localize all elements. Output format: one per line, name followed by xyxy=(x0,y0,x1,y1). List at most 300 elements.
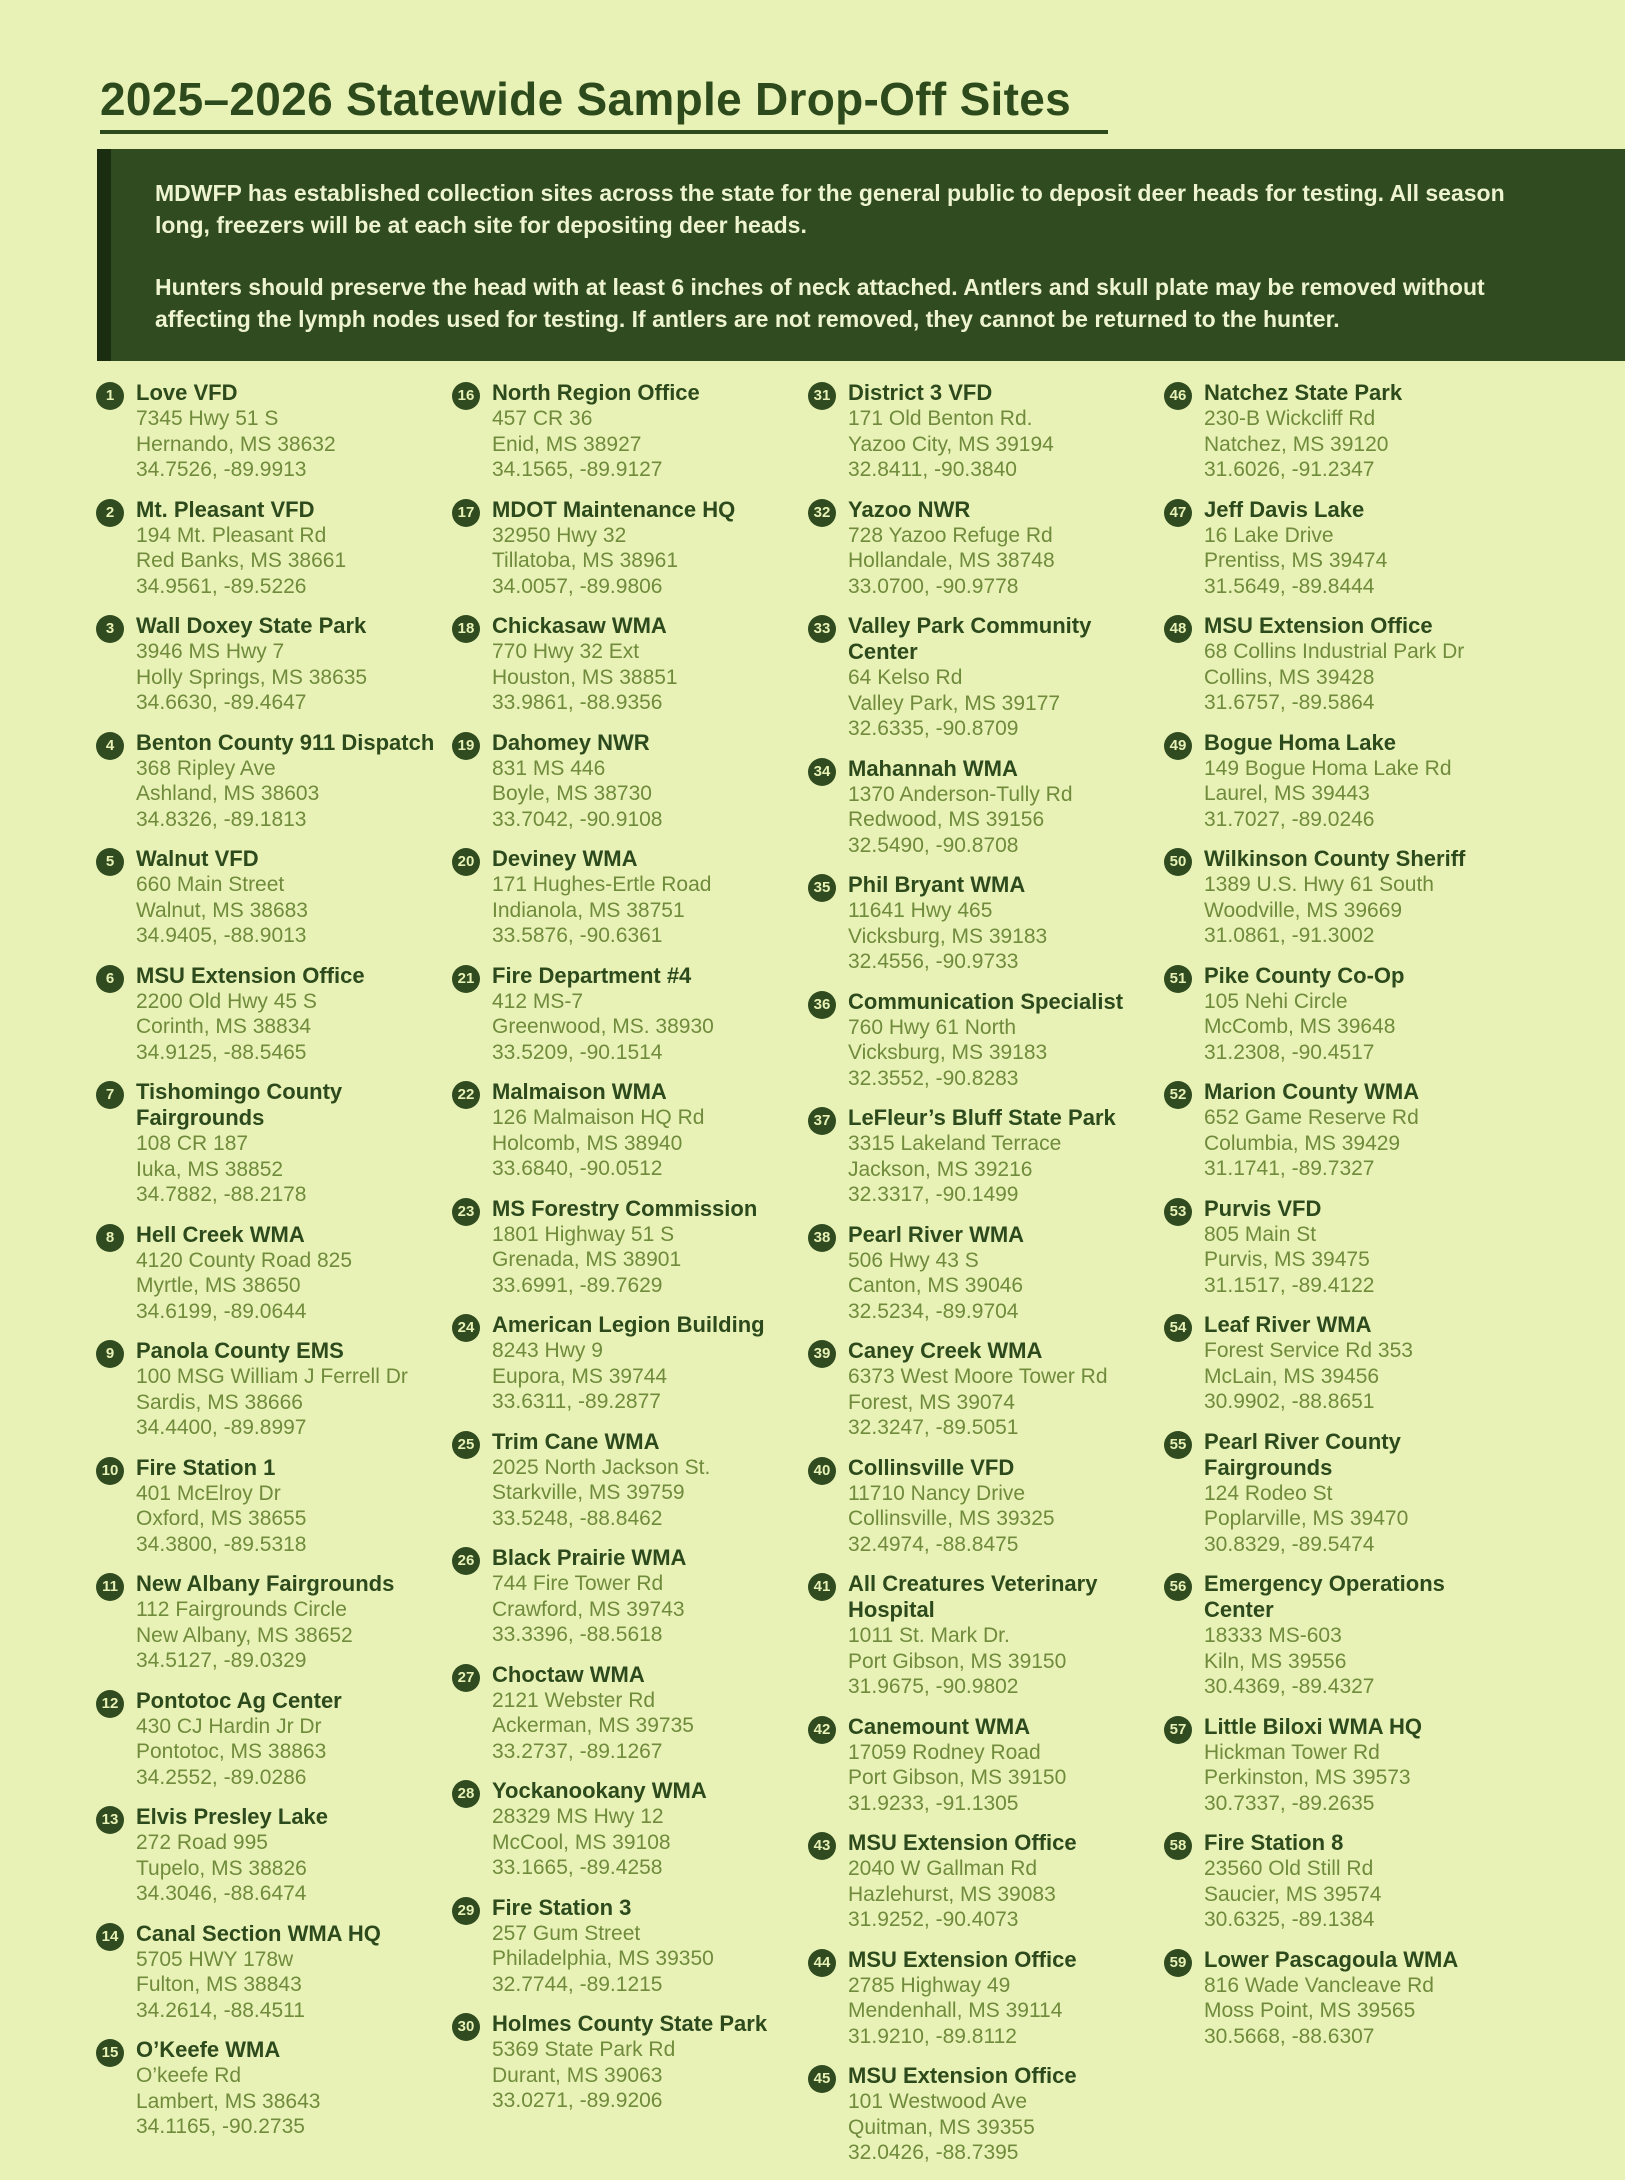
site-coordinates: 31.7027, -89.0246 xyxy=(1204,807,1375,831)
site-coordinates: 33.7042, -90.9108 xyxy=(492,807,663,831)
site-entry xyxy=(452,1312,792,1415)
site-city-state-zip: Canton, MS 39046 xyxy=(848,1274,1024,1297)
site-number-badge: 40 xyxy=(808,1457,836,1485)
site-entry xyxy=(96,1079,436,1208)
site-street-address: 23560 Old Still Rd xyxy=(1204,1857,1374,1880)
site-number-badge: 22 xyxy=(452,1081,480,1109)
site-number-badge: 53 xyxy=(1164,1198,1192,1226)
site-coordinates: 34.1565, -89.9127 xyxy=(492,458,663,481)
site-coordinates: 34.4400, -89.8997 xyxy=(136,1416,307,1439)
site-number-badge: 18 xyxy=(452,615,480,643)
site-number-badge: 2 xyxy=(96,499,124,527)
site-street-address: 2785 Highway 49 xyxy=(848,1973,1011,1997)
site-city-state-zip: Fulton, MS 38843 xyxy=(136,1973,302,1996)
site-city-state-zip: Collinsville, MS 39325 xyxy=(848,1507,1055,1530)
site-coordinates: 33.2737, -89.1267 xyxy=(492,1739,663,1763)
site-entry xyxy=(1164,1571,1504,1700)
site-entry xyxy=(452,2011,792,2114)
site-coordinates: 33.5876, -90.6361 xyxy=(492,924,663,947)
site-number-badge: 32 xyxy=(808,499,836,527)
site-entry xyxy=(808,872,1148,975)
site-street-address: Hickman Tower Rd xyxy=(1204,1740,1380,1764)
site-street-address: 660 Main Street xyxy=(136,873,285,896)
intro-paragraph-2: Hunters should preserve the head with at least 6 inches of neck attached. Antlers and skull plate may be removed without affecting the lymph nodes used for testing. If antlers are not removed, they cannot be returned to the hunter. xyxy=(155,274,1485,332)
site-number-badge: 6 xyxy=(96,965,124,993)
site-number-badge: 27 xyxy=(452,1664,480,1692)
site-street-address: 105 Nehi Circle xyxy=(1204,989,1348,1013)
site-entry xyxy=(96,2037,436,2140)
site-entry xyxy=(96,380,436,483)
site-street-address: 3315 Lakeland Terrace xyxy=(848,1132,1062,1155)
site-street-address: 5369 State Park Rd xyxy=(492,2038,676,2061)
site-entry xyxy=(96,1571,436,1674)
site-coordinates: 34.3046, -88.6474 xyxy=(136,1882,307,1905)
site-name: Phil Bryant WMA xyxy=(848,872,1026,897)
site-coordinates: 33.6991, -89.7629 xyxy=(492,1273,663,1297)
site-entry xyxy=(96,1222,436,1325)
site-street-address: 2200 Old Hwy 45 S xyxy=(136,989,317,1013)
site-coordinates: 30.8329, -89.5474 xyxy=(1204,1532,1375,1556)
site-entry xyxy=(808,1105,1148,1208)
site-name: O’Keefe WMA xyxy=(136,2037,281,2062)
site-number-badge: 15 xyxy=(96,2039,124,2067)
site-column-1 xyxy=(96,380,436,2154)
site-name: Yazoo NWR xyxy=(848,496,971,522)
site-street-address: 171 Hughes-Ertle Road xyxy=(492,873,712,896)
site-city-state-zip: Enid, MS 38927 xyxy=(492,432,642,456)
site-street-address: 257 Gum Street xyxy=(492,1921,641,1945)
site-name: Mt. Pleasant VFD xyxy=(136,496,315,522)
site-number-badge: 43 xyxy=(808,1832,836,1860)
title-underline xyxy=(100,130,1108,134)
site-street-address: 68 Collins Industrial Park Dr xyxy=(1204,640,1465,663)
site-city-state-zip: Forest, MS 39074 xyxy=(848,1390,1015,1414)
site-city-state-zip: Hazlehurst, MS 39083 xyxy=(848,1882,1056,1906)
site-city-state-zip: Crawford, MS 39743 xyxy=(492,1597,685,1621)
site-entry xyxy=(1164,1714,1504,1817)
site-street-address: 11710 Nancy Drive xyxy=(848,1481,1026,1505)
site-street-address: 3946 MS Hwy 7 xyxy=(136,640,285,663)
site-entry xyxy=(452,1778,792,1881)
site-street-address: 805 Main St xyxy=(1204,1222,1317,1246)
site-coordinates: 33.5248, -88.8462 xyxy=(492,1506,663,1530)
site-name: MSU Extension Office xyxy=(1204,613,1433,638)
site-coordinates: 34.7526, -89.9913 xyxy=(136,458,307,481)
site-name: Pearl River WMA xyxy=(848,1221,1025,1247)
site-name: Collinsville VFD xyxy=(848,1454,1015,1480)
site-coordinates: 32.0426, -88.7395 xyxy=(848,2141,1019,2164)
site-number-badge: 4 xyxy=(96,732,124,760)
site-number-badge: 30 xyxy=(452,2013,480,2041)
site-coordinates: 30.5668, -88.6307 xyxy=(1204,2024,1375,2048)
site-name: Choctaw WMA xyxy=(492,1661,645,1687)
site-name: Deviney WMA xyxy=(492,846,638,871)
site-name: Tishomingo County Fairgrounds xyxy=(136,1079,343,1130)
site-coordinates: 34.9125, -88.5465 xyxy=(136,1040,307,1064)
site-number-badge: 47 xyxy=(1164,499,1192,527)
site-street-address: 770 Hwy 32 Ext xyxy=(492,640,640,663)
site-street-address: 760 Hwy 61 North xyxy=(848,1015,1017,1039)
site-street-address: 6373 West Moore Tower Rd xyxy=(848,1365,1108,1388)
site-number-badge: 35 xyxy=(808,874,836,902)
site-street-address: 194 Mt. Pleasant Rd xyxy=(136,523,327,547)
site-entry xyxy=(808,613,1148,742)
site-number-badge: 58 xyxy=(1164,1832,1192,1860)
site-city-state-zip: Columbia, MS 39429 xyxy=(1204,1131,1401,1155)
site-city-state-zip: Holly Springs, MS 38635 xyxy=(136,665,368,689)
site-city-state-zip: McComb, MS 39648 xyxy=(1204,1015,1396,1038)
site-name: Benton County 911 Dispatch xyxy=(136,729,435,755)
site-column-4 xyxy=(1164,380,1504,2063)
site-coordinates: 31.6757, -89.5864 xyxy=(1204,691,1375,714)
intro-paragraph-1: MDWFP has established collection sites across the state for the general public to deposit deer heads for testing. All season long, freezers will be at each site for depositing deer heads. xyxy=(155,180,1505,238)
site-number-badge: 20 xyxy=(452,848,480,876)
site-city-state-zip: Iuka, MS 38852 xyxy=(136,1157,284,1181)
site-entry xyxy=(808,1455,1148,1558)
site-city-state-zip: Prentiss, MS 39474 xyxy=(1204,549,1388,572)
site-coordinates: 33.0700, -90.9778 xyxy=(848,574,1019,598)
site-street-address: 1389 U.S. Hwy 61 South xyxy=(1204,873,1434,896)
site-number-badge: 23 xyxy=(452,1198,480,1226)
site-name: Jeff Davis Lake xyxy=(1204,496,1365,522)
site-entry xyxy=(808,380,1148,483)
site-name: Panola County EMS xyxy=(136,1338,344,1363)
site-coordinates: 31.9252, -90.4073 xyxy=(848,1908,1019,1931)
site-number-badge: 29 xyxy=(452,1897,480,1925)
site-number-badge: 36 xyxy=(808,991,836,1019)
site-number-badge: 25 xyxy=(452,1431,480,1459)
site-coordinates: 34.3800, -89.5318 xyxy=(136,1532,307,1556)
site-coordinates: 33.3396, -88.5618 xyxy=(492,1623,663,1646)
site-street-address: 272 Road 995 xyxy=(136,1831,268,1854)
site-name: Yockanookany WMA xyxy=(492,1778,707,1803)
site-street-address: 2121 Webster Rd xyxy=(492,1688,656,1712)
site-city-state-zip: Mendenhall, MS 39114 xyxy=(848,1999,1063,2022)
site-street-address: 1801 Highway 51 S xyxy=(492,1222,675,1246)
site-entry xyxy=(96,1338,436,1441)
site-name: MSU Extension Office xyxy=(848,2063,1077,2088)
site-city-state-zip: Myrtle, MS 38650 xyxy=(136,1274,301,1297)
site-entry xyxy=(96,963,436,1066)
site-coordinates: 34.8326, -89.1813 xyxy=(136,807,307,831)
site-city-state-zip: Red Banks, MS 38661 xyxy=(136,549,347,572)
site-number-badge: 11 xyxy=(96,1573,124,1601)
site-name: Wilkinson County Sheriff xyxy=(1204,846,1466,871)
site-number-badge: 55 xyxy=(1164,1431,1192,1459)
site-street-address: 4120 County Road 825 xyxy=(136,1248,352,1272)
site-street-address: 457 CR 36 xyxy=(492,407,593,430)
site-street-address: 652 Game Reserve Rd xyxy=(1204,1106,1419,1129)
site-coordinates: 32.5490, -90.8708 xyxy=(848,833,1019,857)
site-name: Fire Station 1 xyxy=(136,1454,276,1480)
site-city-state-zip: Houston, MS 38851 xyxy=(492,665,678,689)
site-street-address: O’keefe Rd xyxy=(136,2064,242,2087)
site-city-state-zip: Greenwood, MS. 38930 xyxy=(492,1015,714,1038)
site-entry xyxy=(808,1947,1148,2050)
site-number-badge: 39 xyxy=(808,1340,836,1368)
site-entry xyxy=(808,1714,1148,1817)
site-street-address: 32950 Hwy 32 xyxy=(492,523,627,547)
site-city-state-zip: Hernando, MS 38632 xyxy=(136,432,336,456)
site-entry xyxy=(1164,1429,1504,1558)
site-entry xyxy=(808,497,1148,600)
site-coordinates: 32.4556, -90.9733 xyxy=(848,950,1019,973)
site-city-state-zip: Ashland, MS 38603 xyxy=(136,782,320,805)
site-coordinates: 31.1517, -89.4122 xyxy=(1204,1273,1375,1297)
site-street-address: 100 MSG William J Ferrell Dr xyxy=(136,1365,408,1388)
site-street-address: 412 MS-7 xyxy=(492,989,584,1013)
site-street-address: 11641 Hwy 465 xyxy=(848,899,993,922)
site-street-address: 28329 MS Hwy 12 xyxy=(492,1805,664,1828)
site-city-state-zip: Woodville, MS 39669 xyxy=(1204,898,1403,922)
site-coordinates: 32.4974, -88.8475 xyxy=(848,1532,1019,1556)
site-name: Dahomey NWR xyxy=(492,729,650,755)
site-city-state-zip: Yazoo City, MS 39194 xyxy=(848,432,1054,456)
site-column-2 xyxy=(452,380,792,2128)
site-coordinates: 32.7744, -89.1215 xyxy=(492,1972,663,1996)
site-coordinates: 33.6311, -89.2877 xyxy=(492,1390,661,1413)
site-entry xyxy=(452,963,792,1066)
site-entry xyxy=(808,1338,1148,1441)
site-entry xyxy=(96,1688,436,1791)
site-number-badge: 14 xyxy=(96,1923,124,1951)
site-coordinates: 34.0057, -89.9806 xyxy=(492,574,663,598)
site-city-state-zip: Pontotoc, MS 38863 xyxy=(136,1740,327,1763)
site-name: LeFleur’s Bluff State Park xyxy=(848,1105,1116,1130)
site-name: Little Biloxi WMA HQ xyxy=(1204,1713,1422,1739)
site-coordinates: 31.6026, -91.2347 xyxy=(1204,458,1375,481)
site-number-badge: 45 xyxy=(808,2065,836,2093)
site-coordinates: 33.9861, -88.9356 xyxy=(492,691,663,714)
site-city-state-zip: Laurel, MS 39443 xyxy=(1204,782,1370,805)
site-number-badge: 16 xyxy=(452,382,480,410)
site-number-badge: 12 xyxy=(96,1690,124,1718)
site-name: MS Forestry Commission xyxy=(492,1195,758,1221)
site-city-state-zip: New Albany, MS 38652 xyxy=(136,1623,353,1647)
site-number-badge: 49 xyxy=(1164,732,1192,760)
site-city-state-zip: Sardis, MS 38666 xyxy=(136,1390,303,1414)
site-coordinates: 32.3247, -89.5051 xyxy=(848,1416,1019,1439)
site-name: Caney Creek WMA xyxy=(848,1338,1043,1363)
page-title: 2025–2026 Statewide Sample Drop-Off Sites xyxy=(100,73,1072,125)
site-name: Natchez State Park xyxy=(1204,380,1403,405)
site-city-state-zip: Philadelphia, MS 39350 xyxy=(492,1947,714,1970)
site-name: Bogue Homa Lake xyxy=(1204,729,1396,755)
site-city-state-zip: Jackson, MS 39216 xyxy=(848,1157,1033,1181)
site-name: Valley Park Community Center xyxy=(848,613,1092,664)
site-coordinates: 31.9675, -90.9802 xyxy=(848,1675,1019,1698)
site-name: Marion County WMA xyxy=(1204,1079,1420,1104)
site-number-badge: 37 xyxy=(808,1107,836,1135)
site-name: Mahannah WMA xyxy=(848,755,1018,781)
site-street-address: Forest Service Rd 353 xyxy=(1204,1339,1413,1362)
site-name: North Region Office xyxy=(492,380,700,405)
site-entry xyxy=(96,497,436,600)
site-number-badge: 1 xyxy=(96,382,124,410)
site-entry xyxy=(452,497,792,600)
site-street-address: 230-B Wickcliff Rd xyxy=(1204,407,1376,430)
site-city-state-zip: McCool, MS 39108 xyxy=(492,1830,671,1854)
site-entry xyxy=(1164,380,1504,483)
site-street-address: 368 Ripley Ave xyxy=(136,756,276,780)
site-coordinates: 34.1165, -90.2735 xyxy=(136,2115,305,2138)
site-city-state-zip: Lambert, MS 38643 xyxy=(136,2089,321,2113)
site-street-address: 64 Kelso Rd xyxy=(848,666,963,689)
site-number-badge: 7 xyxy=(96,1081,124,1109)
site-number-badge: 33 xyxy=(808,615,836,643)
site-city-state-zip: Collins, MS 39428 xyxy=(1204,665,1375,689)
site-number-badge: 24 xyxy=(452,1314,480,1342)
site-coordinates: 34.9405, -88.9013 xyxy=(136,924,307,947)
site-street-address: 17059 Rodney Road xyxy=(848,1740,1041,1764)
site-entry xyxy=(1164,1079,1504,1182)
site-city-state-zip: Vicksburg, MS 39183 xyxy=(848,924,1048,948)
site-street-address: 126 Malmaison HQ Rd xyxy=(492,1106,705,1129)
site-number-badge: 44 xyxy=(808,1949,836,1977)
drop-off-site-list xyxy=(0,380,1625,2164)
site-number-badge: 52 xyxy=(1164,1081,1192,1109)
site-street-address: 430 CJ Hardin Jr Dr xyxy=(136,1714,322,1738)
site-street-address: 108 CR 187 xyxy=(136,1132,249,1155)
site-name: Communication Specialist xyxy=(848,988,1124,1014)
site-city-state-zip: Vicksburg, MS 39183 xyxy=(848,1041,1048,1064)
site-name: Canemount WMA xyxy=(848,1713,1031,1739)
site-coordinates: 32.3552, -90.8283 xyxy=(848,1066,1019,1090)
site-coordinates: 33.5209, -90.1514 xyxy=(492,1040,663,1064)
site-column-3 xyxy=(808,380,1148,2180)
site-number-badge: 48 xyxy=(1164,615,1192,643)
site-number-badge: 19 xyxy=(452,732,480,760)
site-name: Emergency Operations Center xyxy=(1204,1571,1445,1622)
site-entry xyxy=(452,1662,792,1765)
site-coordinates: 33.6840, -90.0512 xyxy=(492,1157,663,1180)
intro-banner xyxy=(97,149,1625,361)
site-entry xyxy=(1164,1196,1504,1299)
site-entry xyxy=(808,756,1148,859)
site-street-address: 101 Westwood Ave xyxy=(848,2090,1028,2113)
site-city-state-zip: Holcomb, MS 38940 xyxy=(492,1131,683,1155)
site-number-badge: 34 xyxy=(808,758,836,786)
site-coordinates: 34.2614, -88.4511 xyxy=(136,1998,305,2022)
site-street-address: 112 Fairgrounds Circle xyxy=(136,1598,347,1621)
site-city-state-zip: Oxford, MS 38655 xyxy=(136,1507,307,1530)
site-entry xyxy=(96,1455,436,1558)
site-city-state-zip: Purvis, MS 39475 xyxy=(1204,1248,1370,1271)
site-city-state-zip: Moss Point, MS 39565 xyxy=(1204,1999,1416,2022)
site-name: Elvis Presley Lake xyxy=(136,1804,329,1829)
site-number-badge: 28 xyxy=(452,1780,480,1808)
site-name: Chickasaw WMA xyxy=(492,613,667,638)
site-number-badge: 54 xyxy=(1164,1314,1192,1342)
site-name: All Creatures Veterinary Hospital xyxy=(848,1571,1098,1622)
site-city-state-zip: Walnut, MS 38683 xyxy=(136,898,308,922)
site-city-state-zip: Saucier, MS 39574 xyxy=(1204,1882,1382,1906)
site-name: Fire Station 3 xyxy=(492,1894,632,1920)
site-coordinates: 32.3317, -90.1499 xyxy=(848,1183,1019,1206)
site-city-state-zip: Kiln, MS 39556 xyxy=(1204,1649,1347,1673)
site-city-state-zip: Tupelo, MS 38826 xyxy=(136,1856,307,1880)
site-name: MSU Extension Office xyxy=(848,1830,1077,1855)
site-city-state-zip: Indianola, MS 38751 xyxy=(492,898,685,922)
site-entry xyxy=(452,1196,792,1299)
site-city-state-zip: McLain, MS 39456 xyxy=(1204,1364,1380,1388)
site-number-badge: 8 xyxy=(96,1224,124,1252)
site-number-badge: 17 xyxy=(452,499,480,527)
site-coordinates: 34.9561, -89.5226 xyxy=(136,574,307,598)
site-name: Black Prairie WMA xyxy=(492,1545,687,1570)
site-name: Lower Pascagoula WMA xyxy=(1204,1946,1459,1972)
site-number-badge: 41 xyxy=(808,1573,836,1601)
site-name: Trim Cane WMA xyxy=(492,1428,660,1454)
site-street-address: 5705 HWY 178w xyxy=(136,1947,294,1971)
site-coordinates: 31.2308, -90.4517 xyxy=(1204,1040,1375,1064)
site-street-address: 831 MS 446 xyxy=(492,756,606,780)
site-city-state-zip: Grenada, MS 38901 xyxy=(492,1248,682,1271)
site-name: Love VFD xyxy=(136,380,238,405)
site-coordinates: 34.5127, -89.0329 xyxy=(136,1649,307,1672)
site-name: Wall Doxey State Park xyxy=(136,613,367,638)
site-name: District 3 VFD xyxy=(848,380,993,405)
site-coordinates: 31.5649, -89.8444 xyxy=(1204,574,1375,598)
site-street-address: 7345 Hwy 51 S xyxy=(136,407,279,430)
site-entry xyxy=(452,846,792,949)
site-coordinates: 31.9210, -89.8112 xyxy=(848,2024,1017,2048)
site-entry xyxy=(96,613,436,716)
site-coordinates: 34.2552, -89.0286 xyxy=(136,1765,307,1789)
site-name: Pike County Co-Op xyxy=(1204,962,1405,988)
site-coordinates: 34.6630, -89.4647 xyxy=(136,691,307,714)
site-entry xyxy=(452,1545,792,1648)
site-city-state-zip: Natchez, MS 39120 xyxy=(1204,432,1389,456)
site-number-badge: 56 xyxy=(1164,1573,1192,1601)
site-number-badge: 38 xyxy=(808,1224,836,1252)
site-city-state-zip: Eupora, MS 39744 xyxy=(492,1364,668,1388)
site-coordinates: 33.1665, -89.4258 xyxy=(492,1856,663,1879)
site-city-state-zip: Corinth, MS 38834 xyxy=(136,1015,312,1038)
site-entry xyxy=(808,2063,1148,2166)
site-entry xyxy=(452,380,792,483)
site-street-address: 728 Yazoo Refuge Rd xyxy=(848,523,1053,547)
site-coordinates: 32.8411, -90.3840 xyxy=(848,458,1017,481)
site-name: Canal Section WMA HQ xyxy=(136,1920,381,1946)
site-street-address: 8243 Hwy 9 xyxy=(492,1339,603,1362)
site-name: Malmaison WMA xyxy=(492,1079,667,1104)
site-number-badge: 21 xyxy=(452,965,480,993)
site-city-state-zip: Boyle, MS 38730 xyxy=(492,782,652,805)
site-name: Hell Creek WMA xyxy=(136,1221,305,1247)
site-number-badge: 9 xyxy=(96,1340,124,1368)
site-entry xyxy=(808,989,1148,1092)
site-name: Walnut VFD xyxy=(136,846,259,871)
site-street-address: 149 Bogue Homa Lake Rd xyxy=(1204,756,1452,780)
site-coordinates: 34.6199, -89.0644 xyxy=(136,1299,307,1323)
site-street-address: 816 Wade Vancleave Rd xyxy=(1204,1973,1434,1997)
site-coordinates: 34.7882, -88.2178 xyxy=(136,1183,307,1206)
site-number-badge: 5 xyxy=(96,848,124,876)
site-city-state-zip: Port Gibson, MS 39150 xyxy=(848,1766,1067,1789)
site-name: Holmes County State Park xyxy=(492,2011,768,2036)
site-name: Pearl River County Fairgrounds xyxy=(1204,1428,1401,1480)
site-entry xyxy=(1164,730,1504,833)
site-name: American Legion Building xyxy=(492,1312,765,1337)
site-coordinates: 30.7337, -89.2635 xyxy=(1204,1791,1375,1815)
site-city-state-zip: Poplarville, MS 39470 xyxy=(1204,1507,1409,1530)
site-city-state-zip: Redwood, MS 39156 xyxy=(848,808,1045,831)
site-number-badge: 50 xyxy=(1164,848,1192,876)
site-street-address: 2040 W Gallman Rd xyxy=(848,1857,1038,1880)
site-number-badge: 13 xyxy=(96,1806,124,1834)
site-coordinates: 30.4369, -89.4327 xyxy=(1204,1675,1375,1698)
